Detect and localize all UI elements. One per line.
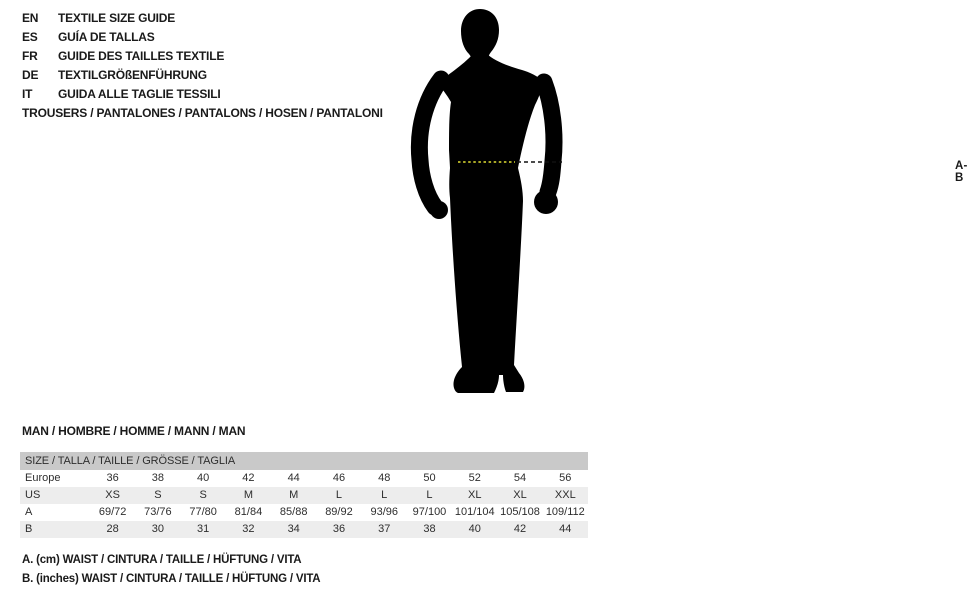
language-code: ES: [22, 30, 38, 44]
size-table-header: SIZE / TALLA / TAILLE / GRÖSSE / TAGLIA: [20, 452, 588, 470]
row-label: B: [25, 523, 33, 535]
table-cell: 36: [332, 523, 346, 535]
measurement-notes: [22, 551, 320, 589]
table-cell: 52: [468, 472, 481, 484]
table-cell: 77/80: [189, 506, 217, 518]
table-cell: 38: [423, 523, 436, 535]
table-cell: 69/72: [98, 506, 127, 518]
language-code: EN: [22, 11, 39, 25]
table-cell: S: [199, 489, 207, 501]
row-label: US: [25, 489, 41, 501]
size-table: [20, 452, 588, 538]
table-row-us: [20, 487, 588, 504]
table-cell: 37: [378, 523, 391, 535]
table-cell: 44: [287, 472, 300, 484]
table-cell: L: [381, 489, 388, 501]
table-cell: 54: [513, 472, 527, 484]
table-cell: 105/108: [500, 506, 540, 518]
language-label: TEXTILGRÖßENFÜHRUNG: [58, 68, 207, 82]
table-cell: 50: [423, 472, 436, 484]
language-label: GUIDA ALLE TAGLIE TESSILI: [58, 87, 221, 101]
table-cell: 85/88: [279, 506, 308, 518]
table-cell: L: [426, 489, 433, 501]
table-cell: XL: [513, 489, 527, 501]
table-cell: 101/104: [454, 506, 495, 518]
language-label: GUIDE DES TAILLES TEXTILE: [58, 49, 225, 63]
table-cell: 40: [197, 472, 210, 484]
table-cell: XL: [468, 489, 482, 501]
man-silhouette: [395, 5, 600, 405]
table-cell: 89/92: [325, 506, 353, 518]
table-row-europe: [20, 470, 588, 487]
table-cell: 36: [106, 472, 119, 484]
gender-heading: MAN / HOMBRE / HOMME / MANN / MAN: [22, 424, 246, 438]
table-cell: S: [154, 489, 162, 501]
table-cell: 48: [378, 472, 391, 484]
language-label: GUÍA DE TALLAS: [58, 30, 155, 44]
table-cell: 97/100: [412, 506, 447, 518]
row-label: A: [25, 506, 33, 518]
table-cell: XXL: [554, 489, 576, 501]
table-cell: 56: [559, 472, 572, 484]
language-code: IT: [22, 87, 33, 101]
language-label: TEXTILE SIZE GUIDE: [58, 11, 176, 25]
table-cell: XS: [105, 489, 120, 501]
row-label: Europe: [25, 472, 61, 484]
table-cell: 42: [513, 523, 527, 535]
language-row-es: [22, 28, 224, 47]
table-cell: M: [243, 489, 254, 501]
language-code: DE: [22, 68, 39, 82]
table-cell: 109/112: [545, 506, 585, 518]
language-list: [22, 9, 224, 104]
table-row-b-inches: [20, 521, 588, 538]
table-cell: 40: [468, 523, 481, 535]
note-b: B. (inches) WAIST / CINTURA / TAILLE / HÜFTUNG / VITA: [22, 573, 321, 585]
table-cell: 46: [332, 472, 346, 484]
table-row-a-cm: [20, 504, 588, 521]
product-heading: TROUSERS / PANTALONES / PANTALONS / HOSEN / PANTALONI: [22, 106, 383, 120]
table-cell: 32: [242, 523, 255, 535]
table-cell: 44: [559, 523, 572, 535]
note-a: A. (cm) WAIST / CINTURA / TAILLE / HÜFTUNG / VITA: [22, 554, 302, 566]
language-code: FR: [22, 49, 38, 63]
table-cell: 81/84: [234, 506, 263, 518]
language-row-it: [22, 85, 224, 104]
language-row-en: [22, 9, 224, 28]
language-row-fr: [22, 47, 224, 66]
table-cell: L: [335, 489, 343, 501]
table-cell: 93/96: [370, 506, 398, 518]
table-cell: 30: [151, 523, 165, 535]
table-cell: 28: [106, 523, 119, 535]
table-cell: 34: [287, 523, 300, 535]
table-cell: 73/76: [144, 506, 172, 518]
figure-area: [395, 5, 968, 405]
table-cell: 42: [242, 472, 255, 484]
language-row-de: [22, 66, 224, 85]
table-cell: 31: [197, 523, 210, 535]
measurement-label: A-B: [955, 160, 968, 184]
table-cell: 38: [151, 472, 165, 484]
table-cell: M: [289, 489, 299, 501]
